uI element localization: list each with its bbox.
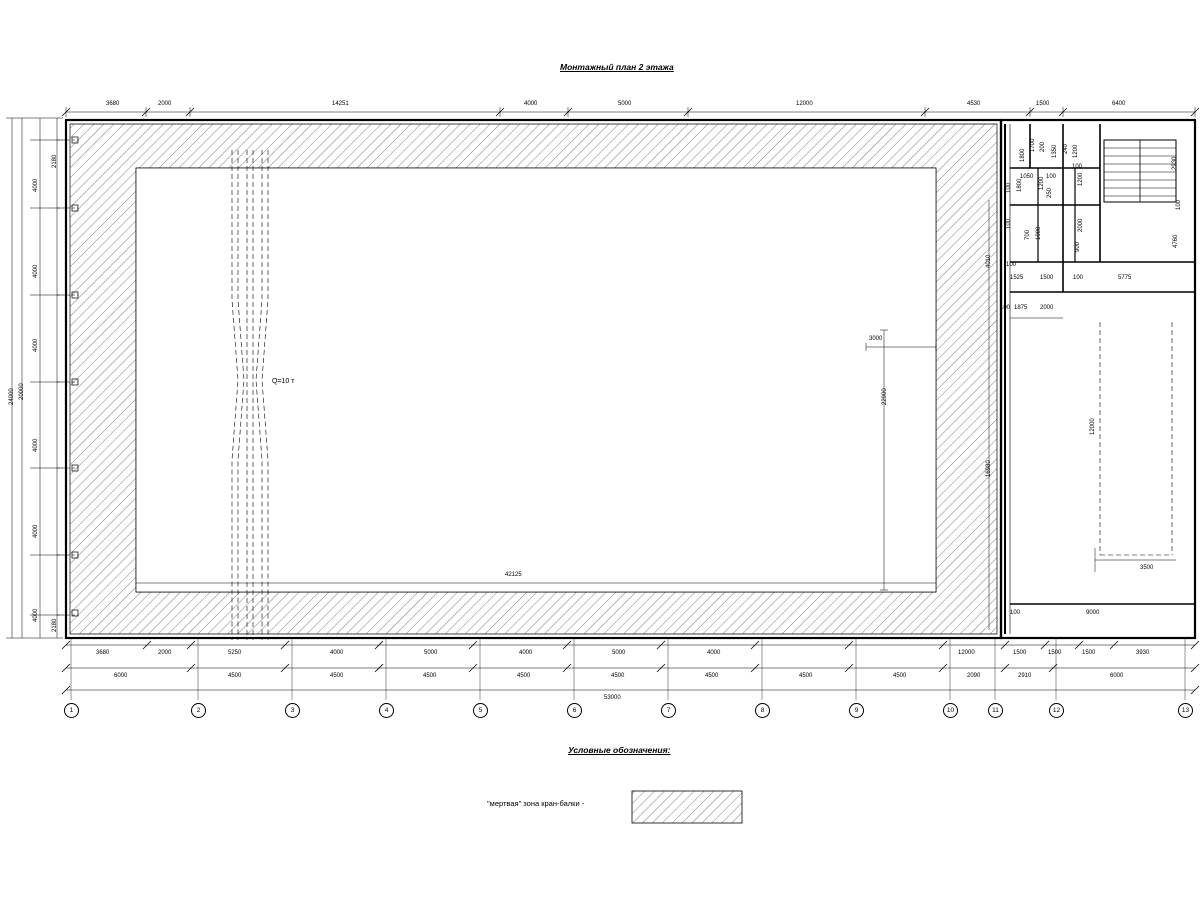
dimension-text-vertical: 2930 <box>1172 156 1178 170</box>
axis-marker[interactable]: 2 <box>191 703 206 718</box>
dimension-text: 6000 <box>114 673 128 679</box>
dimension-text: 100 <box>1072 164 1083 170</box>
dimension-text: 100 <box>1046 174 1057 180</box>
dimension-text-vertical: 1000 <box>1036 226 1042 240</box>
dimension-text-vertical: 22900 <box>882 388 888 405</box>
legend-item-label: "мертвая" зона кран-балки - <box>487 799 585 808</box>
dimension-text-vertical: 4000 <box>33 608 39 622</box>
dimension-text-vertical: 200 <box>1040 141 1046 152</box>
dimension-text-vertical: 100 <box>1176 199 1182 210</box>
dimension-text: 1525 <box>1010 275 1024 281</box>
dimension-text-vertical: 240 <box>1063 143 1069 154</box>
dimension-text: 2000 <box>158 101 172 107</box>
axis-marker[interactable]: 13 <box>1178 703 1193 718</box>
dimension-text: 5250 <box>228 650 242 656</box>
dimension-text: 100 <box>1073 275 1084 281</box>
dimension-text-vertical: 4010 <box>986 254 992 268</box>
dimension-text: 100 <box>1000 305 1011 311</box>
axis-marker[interactable]: 10 <box>943 703 958 718</box>
axis-marker[interactable]: 3 <box>285 703 300 718</box>
dimension-text: 9000 <box>1086 610 1100 616</box>
axis-marker[interactable]: 9 <box>849 703 864 718</box>
dimension-text-vertical: 4000 <box>33 524 39 538</box>
dimension-text-vertical: 4000 <box>33 178 39 192</box>
dimension-text: 5000 <box>618 101 632 107</box>
dimension-text-vertical: 4000 <box>33 338 39 352</box>
dimension-text-vertical: 1200 <box>1078 172 1084 186</box>
dimension-text: 5000 <box>612 650 626 656</box>
legend-title: Условные обозначения: <box>568 745 671 755</box>
dimension-text-vertical: 2000 <box>1078 218 1084 232</box>
dimension-text: 6400 <box>1112 101 1126 107</box>
dimension-text-vertical: 20000 <box>19 383 25 400</box>
dimension-text-vertical: 24000 <box>9 388 15 405</box>
dimension-text: 3680 <box>106 101 120 107</box>
dimension-text: 1500 <box>1013 650 1027 656</box>
dimension-text-vertical: 16980 <box>986 460 992 477</box>
dimension-text: 5000 <box>424 650 438 656</box>
dimension-text: 4000 <box>707 650 721 656</box>
axis-marker[interactable]: 1 <box>64 703 79 718</box>
dimension-text: 14251 <box>332 101 349 107</box>
crane-working-area <box>136 168 936 592</box>
dimension-text-vertical: 100 <box>1006 218 1012 229</box>
dimension-text-vertical: 2180 <box>52 618 58 632</box>
dimension-text: 3930 <box>1136 650 1150 656</box>
axis-marker[interactable]: 5 <box>473 703 488 718</box>
dimension-text: 42125 <box>505 572 522 578</box>
dimension-text-vertical: 2180 <box>52 154 58 168</box>
dimension-text: 1500 <box>1082 650 1096 656</box>
axis-marker[interactable]: 7 <box>661 703 676 718</box>
dimension-text: 4000 <box>519 650 533 656</box>
dimension-text: 100 <box>1010 610 1021 616</box>
dimension-text-vertical: 4000 <box>33 264 39 278</box>
dimension-text: 4500 <box>517 673 531 679</box>
dimension-text: 2910 <box>1018 673 1032 679</box>
axis-marker[interactable]: 6 <box>567 703 582 718</box>
dimension-text: 4500 <box>611 673 625 679</box>
dimension-text: 4500 <box>799 673 813 679</box>
dimension-text: 3000 <box>869 336 883 342</box>
axis-marker[interactable]: 4 <box>379 703 394 718</box>
dimension-text-vertical: 900 <box>1075 241 1081 252</box>
dimension-text: 4500 <box>893 673 907 679</box>
dimension-text-vertical: 4000 <box>33 438 39 452</box>
dimension-text-vertical: 1200 <box>1039 176 1045 190</box>
drawing-title: Монтажный план 2 этажа <box>560 62 674 72</box>
dimension-text: 1500 <box>1036 101 1050 107</box>
dimension-text-vertical: 1200 <box>1073 144 1079 158</box>
dimension-text: 12000 <box>958 650 975 656</box>
dimension-text: 4500 <box>423 673 437 679</box>
dimension-text: 3680 <box>96 650 110 656</box>
left-dimension-ladder <box>6 118 78 638</box>
dimension-text: 4500 <box>330 673 344 679</box>
dimension-text: 12000 <box>796 101 813 107</box>
dimension-text-vertical: 700 <box>1025 229 1031 240</box>
dimension-text: 2000 <box>158 650 172 656</box>
dimension-text: 1500 <box>1040 275 1054 281</box>
dimension-text-vertical: 1700 <box>1030 138 1036 152</box>
annex-internal-walls <box>1005 124 1195 634</box>
dimension-text-vertical: 1350 <box>1052 144 1058 158</box>
total-length-dimension: 53000 <box>604 695 621 701</box>
dimension-text: 3500 <box>1140 565 1154 571</box>
dimension-text-vertical: 4760 <box>1173 234 1179 248</box>
dimension-text-vertical: 12000 <box>1090 418 1096 435</box>
dimension-text: 5775 <box>1118 275 1132 281</box>
axis-marker[interactable]: 11 <box>988 703 1003 718</box>
legend-hatch-sample <box>632 791 742 823</box>
dimension-text-vertical: 1800 <box>1017 178 1023 192</box>
dimension-text: 4500 <box>705 673 719 679</box>
dimension-text: 1500 <box>1048 650 1062 656</box>
dimension-text: 4000 <box>524 101 538 107</box>
axis-marker[interactable]: 12 <box>1049 703 1064 718</box>
dimension-text-vertical: 1800 <box>1020 148 1026 162</box>
dimension-text: 100 <box>1006 262 1017 268</box>
crane-capacity-label: Q=10 т <box>272 378 295 385</box>
top-dimension-line <box>62 107 1199 117</box>
dimension-text: 4530 <box>967 101 981 107</box>
dimension-text: 1875 <box>1014 305 1028 311</box>
axis-marker[interactable]: 8 <box>755 703 770 718</box>
dimension-text: 1050 <box>1020 174 1034 180</box>
dimension-text: 2000 <box>1040 305 1054 311</box>
dimension-text: 2090 <box>967 673 981 679</box>
dimension-text: 4500 <box>228 673 242 679</box>
dimension-text-vertical: 250 <box>1047 187 1053 198</box>
dimension-text: 6000 <box>1110 673 1124 679</box>
bottom-dimension-lines <box>62 638 1199 700</box>
dimension-text: 4000 <box>330 650 344 656</box>
dimension-text-vertical: 100 <box>1006 182 1012 193</box>
